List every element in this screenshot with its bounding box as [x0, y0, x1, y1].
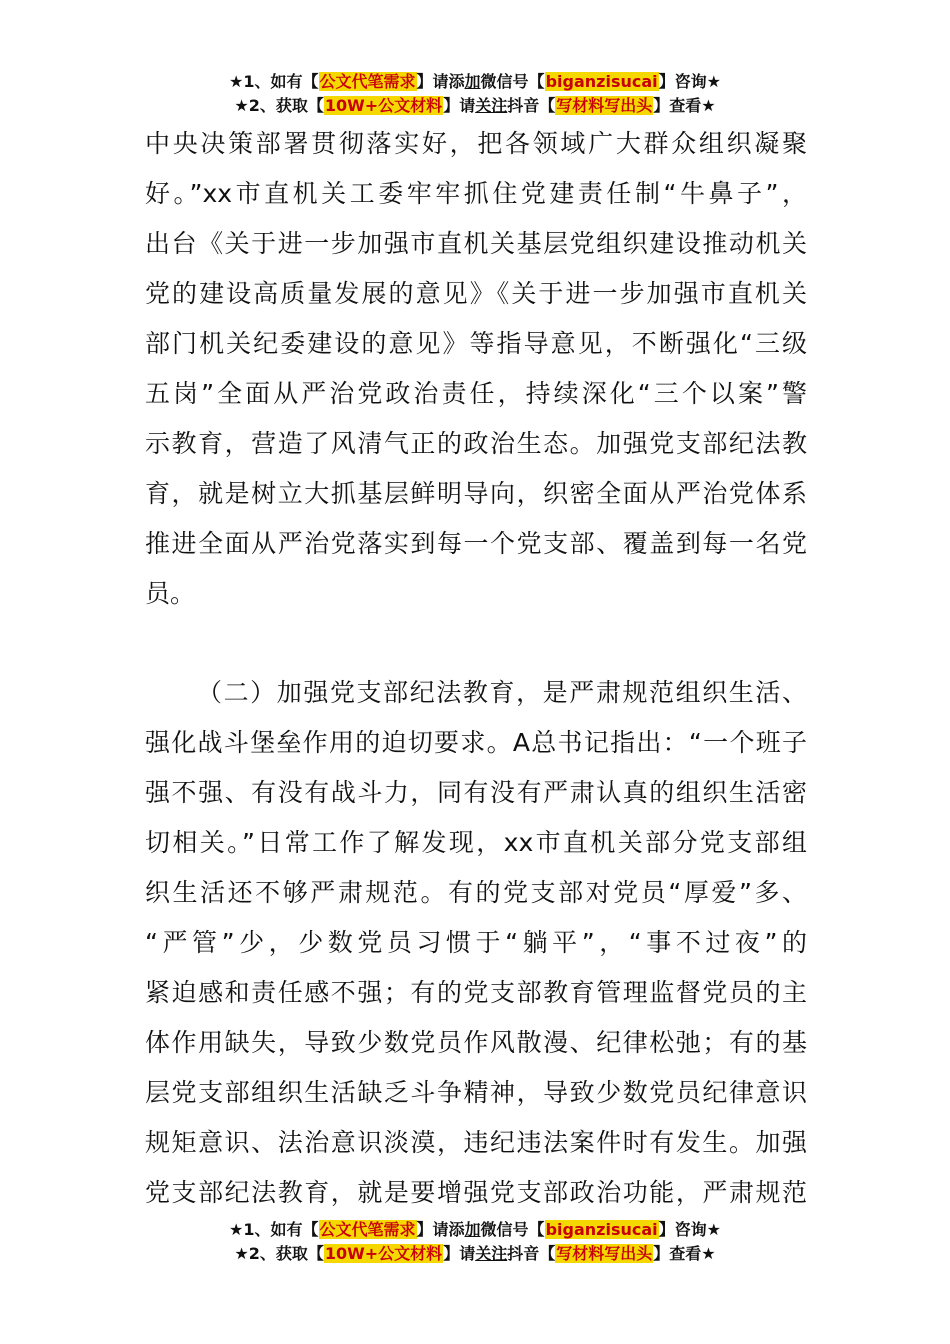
text-line: 体作用缺失，导致少数党员作风散漫、纪律松弛；有的基: [145, 1028, 807, 1057]
banner-text: 抖音【: [507, 1244, 556, 1263]
banner-text: 】请添: [416, 72, 465, 91]
highlight-wechat-id: biganzisucai: [545, 72, 658, 91]
text-line: 育，就是树立大抓基层鲜明导向，织密全面从严治党体系: [145, 479, 807, 508]
banner-text: 】咨询★: [658, 72, 721, 91]
text-line: 强不强、有没有战斗力，同有没有严肃认真的组织生活密: [145, 778, 807, 807]
text-line: 员。: [145, 579, 196, 608]
highlight-douyin: 写材料写出头: [556, 96, 653, 115]
banner-line-1: [0, 1218, 950, 1242]
highlight-service: 公文代笔需求: [319, 72, 416, 91]
text-line: 推进全面从严治党落实到每一个党支部、覆盖到每一名党: [145, 529, 807, 558]
text-line: 五岗”全面从严治党政治责任，持续深化“三个以案”警: [145, 379, 807, 408]
text-line: 中央决策部署贯彻落实好，把各领域广大群众组织凝聚: [145, 129, 807, 158]
banner-text: ★1、如有【: [229, 1220, 319, 1239]
banner-text-underlined: 关注: [475, 96, 508, 115]
banner-text: 】查看★: [653, 96, 716, 115]
text-line: 强化战斗堡垒作用的迫切要求。A总书记指出：“一个班子: [145, 728, 807, 757]
header-banner: [0, 70, 950, 118]
highlight-service: 公文代笔需求: [319, 1220, 416, 1239]
highlight-douyin: 写材料写出头: [556, 1244, 653, 1263]
text-line: 党支部纪法教育，就是要增强党支部政治功能，严肃规范: [145, 1178, 807, 1207]
section-heading-line: （二）加强党支部纪法教育，是严肃规范组织生活、: [197, 678, 807, 707]
banner-text: 】请: [443, 96, 476, 115]
text-line: 切相关。”日常工作了解发现，xx市直机关部分党支部组: [145, 828, 807, 857]
banner-text-underlined: 关注: [475, 1244, 508, 1263]
banner-text-underlined: 加: [464, 1220, 481, 1239]
highlight-wechat-id: biganzisucai: [545, 1220, 658, 1239]
highlight-materials: 10W+公文材料: [324, 1244, 443, 1263]
highlight-materials: 10W+公文材料: [324, 96, 443, 115]
banner-text: 微信号【: [480, 72, 545, 91]
footer-banner: [0, 1218, 950, 1266]
text-line: 出台《关于进一步加强市直机关基层党组织建设推动机关: [145, 229, 807, 258]
text-line: 示教育，营造了风清气正的政治生态。加强党支部纪法教: [145, 429, 807, 458]
banner-text: 】请: [443, 1244, 476, 1263]
text-line: 部门机关纪委建设的意见》等指导意见，不断强化“三级: [145, 329, 807, 358]
banner-text: 】查看★: [653, 1244, 716, 1263]
banner-text: 】请添: [416, 1220, 465, 1239]
paragraph-1: [145, 119, 807, 619]
banner-text-underlined: 加: [464, 72, 481, 91]
text-line: 规矩意识、法治意识淡漠，违纪违法案件时有发生。加强: [145, 1128, 807, 1157]
banner-text: 】咨询★: [658, 1220, 721, 1239]
paragraph-2: [145, 668, 807, 1218]
text-line: 党的建设高质量发展的意见》《关于进一步加强市直机关: [145, 279, 807, 308]
text-line: 好。”xx市直机关工委牢牢抓住党建责任制“牛鼻子”，: [145, 179, 807, 208]
text-line: “严管”少，少数党员习惯于“躺平”，“事不过夜”的: [145, 928, 807, 957]
banner-text: 微信号【: [480, 1220, 545, 1239]
text-line: 层党支部组织生活缺乏斗争精神，导致少数党员纪律意识: [145, 1078, 807, 1107]
text-line: 紧迫感和责任感不强；有的党支部教育管理监督党员的主: [145, 978, 807, 1007]
banner-text: ★2、获取【: [234, 1244, 324, 1263]
banner-text: ★1、如有【: [229, 72, 319, 91]
banner-text: 抖音【: [507, 96, 556, 115]
banner-line-2: [0, 1242, 950, 1266]
banner-line-2: [0, 94, 950, 118]
text-line: 织生活还不够严肃规范。有的党支部对党员“厚爱”多、: [145, 878, 807, 907]
banner-line-1: [0, 70, 950, 94]
banner-text: ★2、获取【: [234, 96, 324, 115]
